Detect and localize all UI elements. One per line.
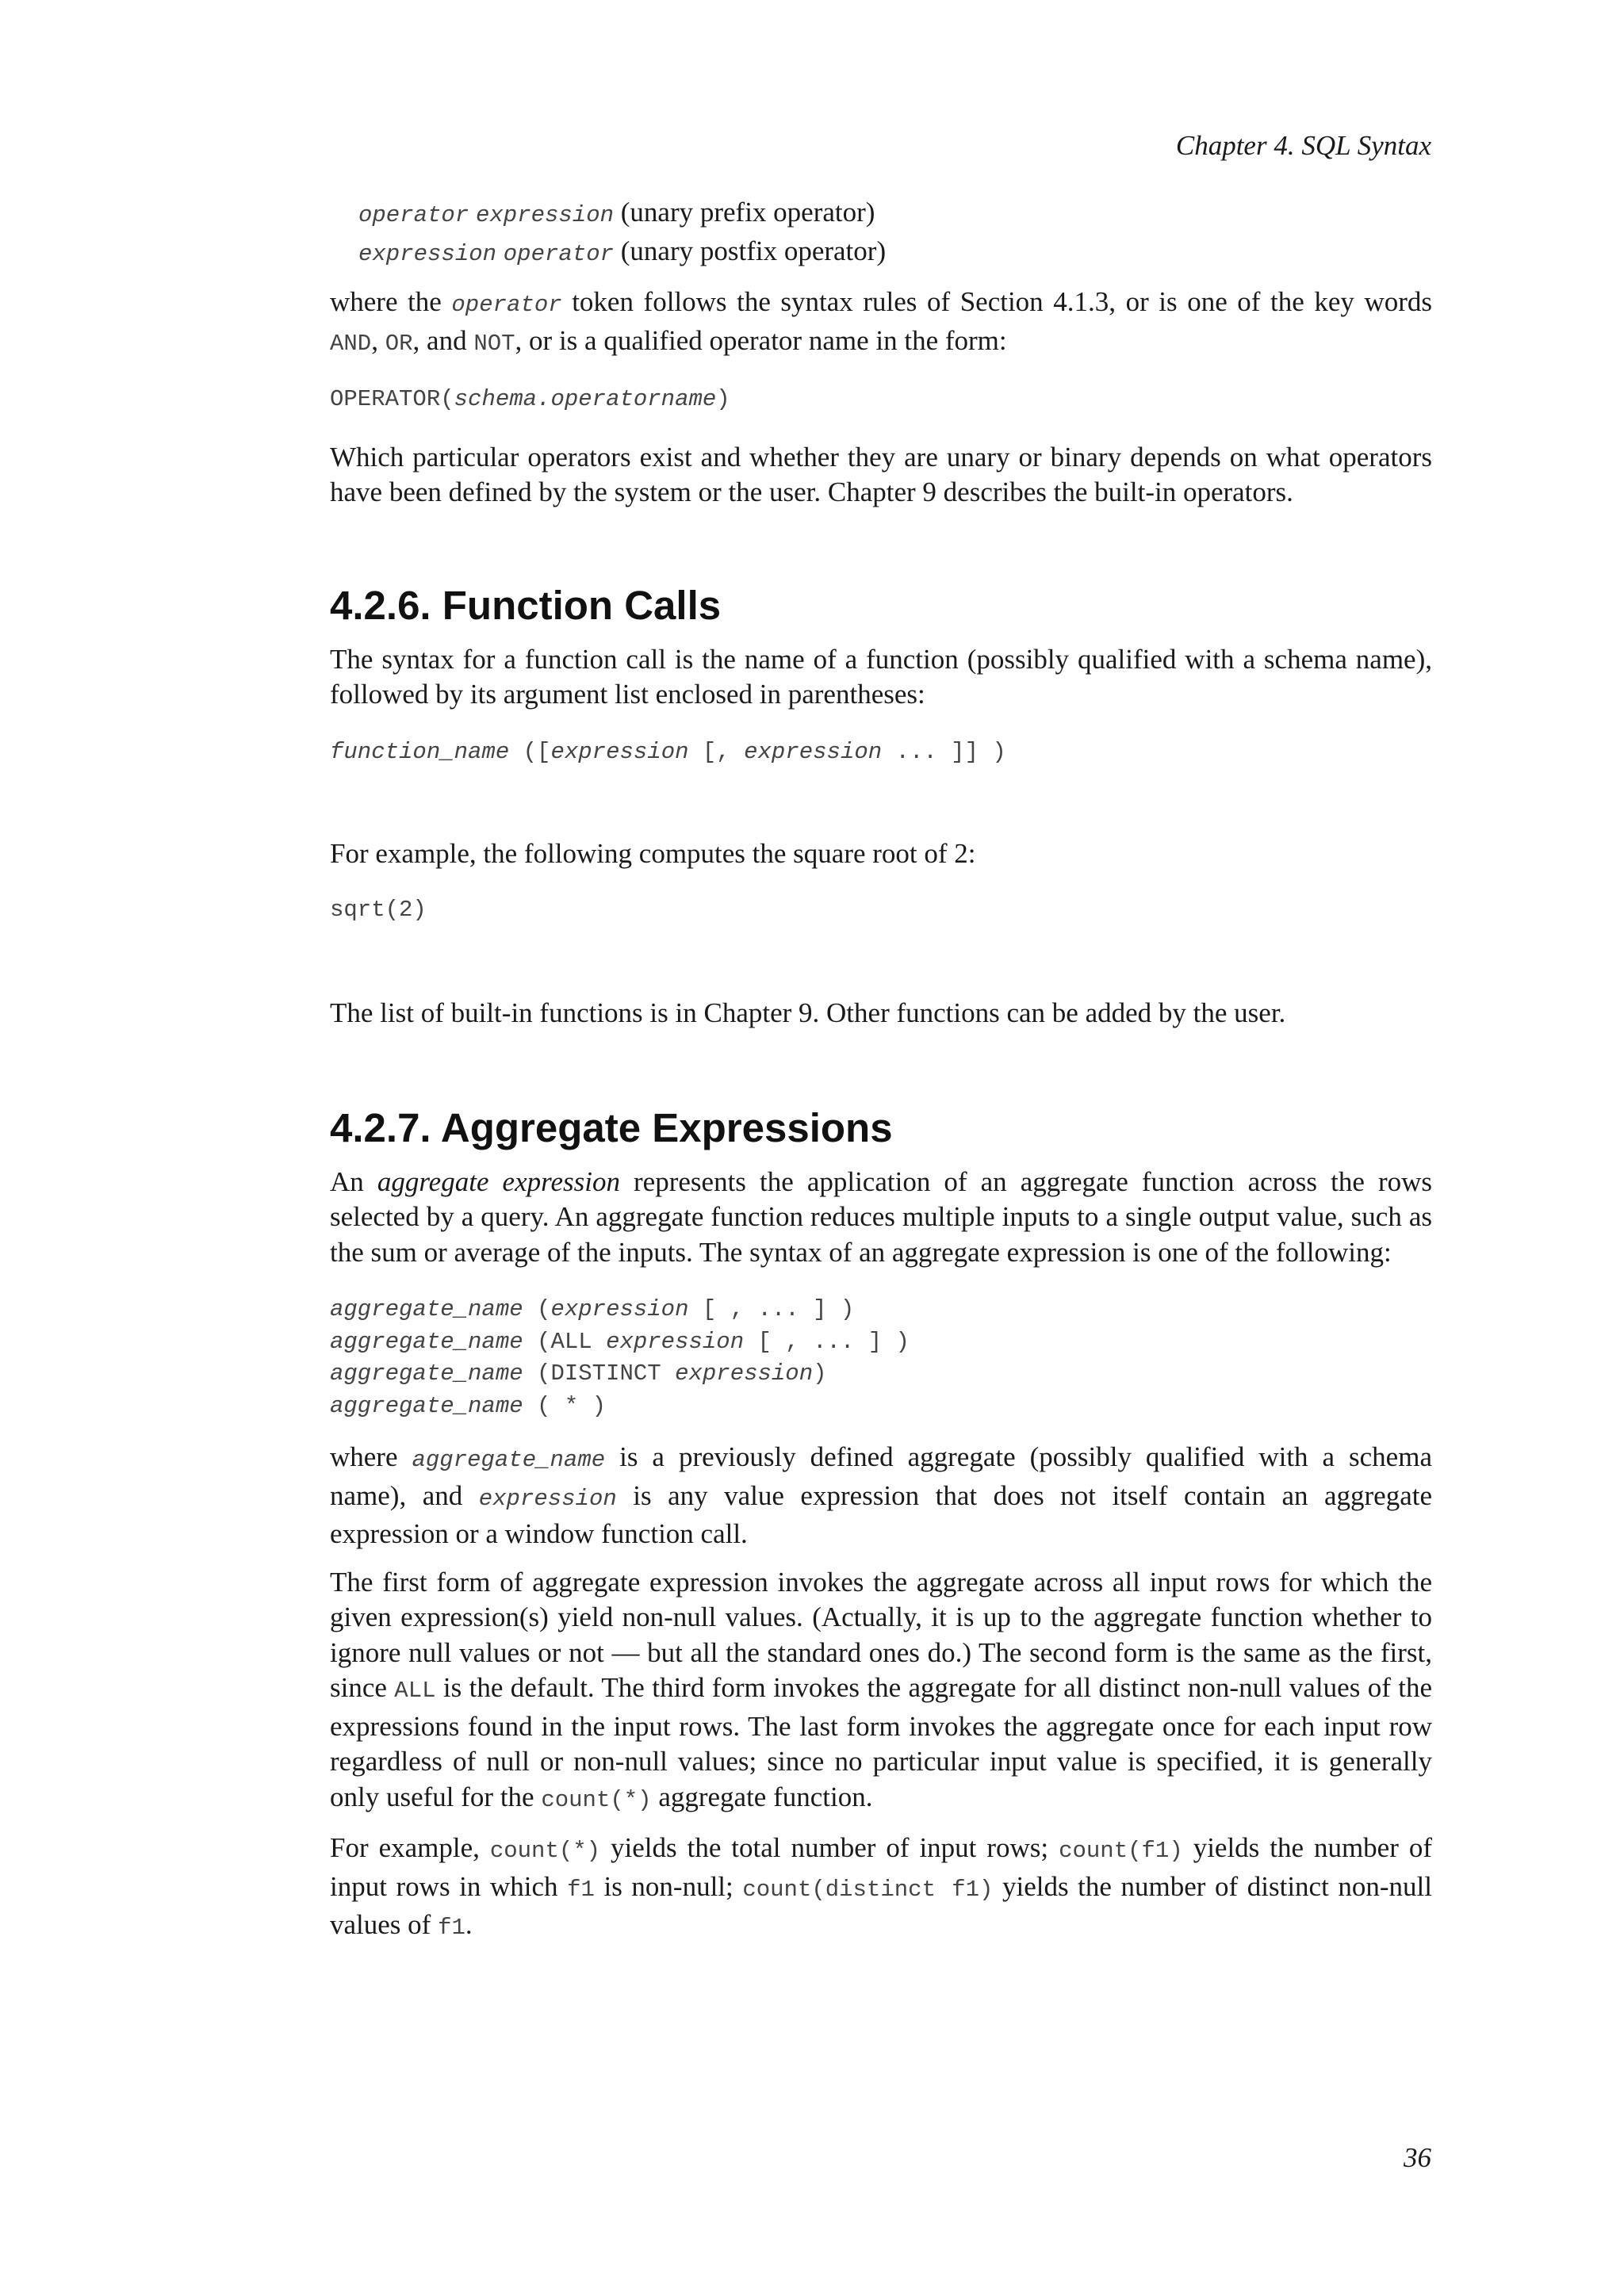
code-operator: operator [451, 292, 562, 318]
aggregate-intro-paragraph [330, 1165, 1432, 1271]
code-run: expression [675, 1360, 814, 1387]
code-f1: f1 [438, 1915, 465, 1941]
code-expression: expression [478, 1485, 617, 1512]
function-call-intro: The syntax for a function call is the name of a function (possibly qualified with a schema name), followed by its argument list enclosed in parentheses: [330, 643, 1432, 710]
code-run: expression [744, 738, 883, 765]
operator-paragraph [330, 285, 1432, 362]
text-run: where the [330, 286, 452, 317]
aggregate-syntax-line [330, 1296, 854, 1322]
unary-postfix-line [358, 234, 1432, 273]
aggregate-forms-paragraph [330, 1565, 1432, 1819]
text-run: . [465, 1909, 473, 1940]
sqrt-example-code: sqrt(2) [330, 896, 427, 923]
text-run: yields the number of distinct non-null values of [330, 1870, 1432, 1940]
running-head: Chapter 4. SQL Syntax [1175, 130, 1431, 161]
code-and: AND [330, 330, 372, 357]
text-run: For example, [330, 1832, 490, 1863]
builtin-functions-paragraph: The list of built-in functions is in Chapter 9. Other functions can be added by the user. [330, 997, 1286, 1028]
code-run: aggregate_name [330, 1392, 523, 1419]
unary-prefix-line [358, 195, 1432, 234]
code-run: aggregate_name [330, 1296, 523, 1322]
aggregate-syntax-block [330, 1294, 1432, 1422]
code-expression: expression [475, 202, 615, 228]
operator-form-code [330, 384, 1432, 416]
code-run: (DISTINCT [523, 1360, 676, 1387]
unary-note: (unary postfix operator) [620, 235, 887, 266]
code-run: aggregate_name [330, 1328, 523, 1355]
code-run: ( * ) [523, 1392, 607, 1419]
code-count-f1: count(f1) [1059, 1838, 1183, 1864]
text-run: yields the total number of input rows; [600, 1832, 1059, 1863]
aggregate-syntax-line [330, 1393, 606, 1419]
page-content [330, 195, 1432, 1946]
code-aggregate-name: aggregate_name [412, 1447, 606, 1473]
text-run: , and [412, 324, 474, 356]
text-run: , or is a qualified operator name in the form: [515, 324, 1007, 356]
aggregate-where-paragraph [330, 1440, 1432, 1552]
code-f1: f1 [567, 1876, 595, 1903]
code-or: OR [385, 330, 413, 357]
code-run: ([ [509, 738, 551, 765]
code-run: ( [523, 1296, 551, 1322]
text-run: is the default. The third form invokes the aggregate for all distinct non-null values of the expressions found in the input rows. The last form invokes the aggregate once for each input row regardless of null or non-null values; since no particular input value is specified, it is generally only useful for the [330, 1672, 1432, 1812]
code-expression: expression [358, 240, 497, 267]
text-run: , [371, 324, 385, 356]
text-run: where [330, 1441, 412, 1472]
code-run: [ , ... ] ) [688, 1296, 855, 1322]
code-run: function_name [330, 738, 510, 765]
section-heading-function-calls: 4.2.6. Function Calls [330, 582, 722, 628]
code-count-star: count(*) [541, 1786, 652, 1813]
aggregate-syntax-line [330, 1360, 827, 1387]
code-run: expression [550, 1296, 689, 1322]
code-run: ... ]] ) [882, 738, 1006, 765]
code-run: [, [688, 738, 745, 765]
code-run: ) [716, 386, 730, 412]
code-run: expression [606, 1328, 745, 1355]
text-run: token follows the syntax rules of Section 4.1.3, or is one of the key words [561, 286, 1433, 317]
text-run: yields the number of input rows in which [330, 1832, 1432, 1902]
code-run: expression [550, 738, 689, 765]
code-run: [ , ... ] ) [744, 1328, 910, 1355]
text-run: aggregate function. [651, 1781, 873, 1812]
sqrt-example-intro: For example, the following computes the square root of 2: [330, 838, 976, 869]
text-run: is any value expression that does not itself contain an aggregate expression or a window function call. [330, 1479, 1433, 1549]
function-call-syntax [330, 737, 1432, 769]
code-operator: operator [358, 202, 469, 228]
emphasis-term: aggregate expression [377, 1165, 620, 1197]
aggregate-syntax-line [330, 1329, 910, 1355]
text-run: represents the application of an aggregate function across the rows selected by a query. An aggregate function reduces multiple inputs to a single output value, such as the sum or average of the inputs. The syntax of an aggregate expression is one of the following: [330, 1165, 1432, 1268]
code-run: ) [813, 1360, 827, 1387]
text-run: The first form of aggregate expression invokes the aggregate across all input rows for which the given expression(s) yield non-null values. (Actually, it is up to the aggregate function whether to ignore null values or not — but all the standard ones do.) The second form is the same as the first, since [330, 1566, 1432, 1703]
code-not: NOT [473, 330, 515, 357]
code-run: aggregate_name [330, 1360, 523, 1387]
text-run: is a previously defined aggregate (possibly qualified with a schema name), and [330, 1441, 1432, 1511]
text-run: is non-null; [594, 1870, 743, 1902]
which-operators-paragraph: Which particular operators exist and whether they are unary or binary depends on what operators have been defined by the system or the user. Chapter 9 describes the built-in operators. [330, 441, 1432, 507]
code-run: schema.operatorname [454, 386, 717, 412]
code-operator: operator [503, 240, 615, 267]
text-run: An [330, 1165, 377, 1197]
code-run: (ALL [523, 1328, 607, 1355]
page-number: 36 [1404, 2142, 1431, 2173]
code-count-distinct-f1: count(distinct f1) [742, 1876, 994, 1903]
unary-note: (unary prefix operator) [620, 197, 875, 228]
section-heading-aggregate-expressions: 4.2.7. Aggregate Expressions [330, 1104, 893, 1150]
code-run: OPERATOR( [330, 386, 454, 412]
code-all: ALL [394, 1678, 436, 1704]
aggregate-example-paragraph [330, 1831, 1432, 1946]
code-count-star: count(*) [489, 1838, 601, 1864]
